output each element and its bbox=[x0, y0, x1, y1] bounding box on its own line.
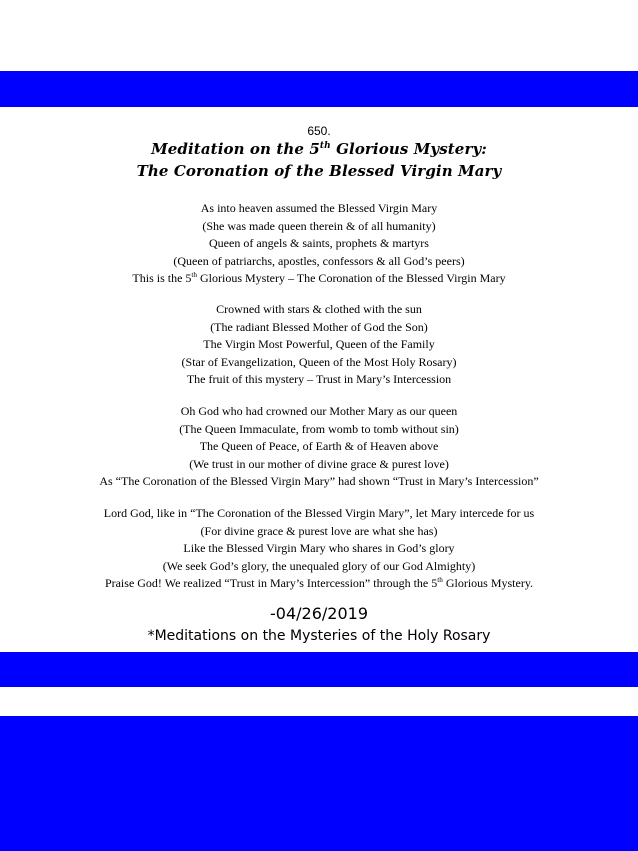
page-number: 650. bbox=[307, 124, 331, 138]
stanza-1 bbox=[0, 200, 638, 288]
title-line-1-superscript: th bbox=[319, 141, 331, 151]
stanza-3-line-1: Oh God who had crowned our Mother Mary as our queen bbox=[180, 404, 458, 418]
stanza-1-line-5 bbox=[0, 270, 638, 288]
stanza-4-line-2: (For divine grace & purest love are what she has) bbox=[200, 523, 438, 538]
stanza-4-line-3: Like the Blessed Virgin Mary who shares in God’s glory bbox=[183, 541, 455, 556]
date-line: -04/26/2019 bbox=[270, 604, 368, 623]
stanza-2-line-2: (The radiant Blessed Mother of God the Son) bbox=[210, 319, 428, 334]
title-line-1-suffix: Glorious Mystery: bbox=[330, 140, 487, 158]
stanza-1-line-3: Queen of angels & saints, prophets & martyrs bbox=[209, 236, 429, 251]
stanza-4 bbox=[0, 505, 638, 593]
stanza-3-line-2: (The Queen Immaculate, from womb to tomb without sin) bbox=[179, 421, 459, 436]
title-line-1-prefix: Meditation on the 5 bbox=[151, 140, 320, 158]
stanza-1-line-2: (She was made queen therein & of all humanity) bbox=[202, 218, 436, 233]
stanza-1-line-5-suffix: Glorious Mystery – The Coronation of the Blessed Virgin Mary bbox=[197, 271, 506, 286]
collection-footnote: *Meditations on the Mysteries of the Holy Rosary bbox=[147, 628, 491, 644]
title-line-1 bbox=[0, 140, 638, 158]
stanza-1-line-4: (Queen of patriarchs, apostles, confessors & all God’s peers) bbox=[173, 253, 465, 268]
stanza-3-line-4: (We trust in our mother of divine grace & purest love) bbox=[189, 456, 449, 471]
stanza-1-line-5-prefix: This is the 5 bbox=[132, 271, 192, 286]
stanza-4-line-1: Lord God, like in “The Coronation of the Blessed Virgin Mary”, let Mary intercede for us bbox=[103, 506, 535, 520]
stanza-4-line-5 bbox=[0, 575, 638, 593]
stanza-2-line-5: The fruit of this mystery – Trust in Mary’s Intercession bbox=[186, 372, 452, 387]
title-line-2: The Coronation of the Blessed Virgin Mary bbox=[136, 162, 502, 180]
stanza-3-line-3: The Queen of Peace, of Earth & of Heaven above bbox=[199, 439, 439, 454]
stanza-2 bbox=[0, 301, 638, 389]
stanza-3 bbox=[0, 403, 638, 491]
stanza-3-line-5: As “The Coronation of the Blessed Virgin Mary” had shown “Trust in Mary’s Intercession” bbox=[99, 474, 539, 489]
stanza-2-line-3: The Virgin Most Powerful, Queen of the Family bbox=[203, 337, 435, 352]
stanza-1-line-5-superscript: th bbox=[191, 271, 197, 280]
stanza-4-line-5-suffix: Glorious Mystery. bbox=[442, 576, 534, 591]
stanza-4-line-5-prefix: Praise God! We realized “Trust in Mary’s Intercession” through the 5 bbox=[104, 576, 438, 591]
stanza-2-line-4: (Star of Evangelization, Queen of the Most Holy Rosary) bbox=[181, 354, 457, 369]
stanza-2-line-1: Crowned with stars & clothed with the sun bbox=[216, 302, 422, 316]
stanza-1-line-1: As into heaven assumed the Blessed Virgin Mary bbox=[200, 201, 438, 215]
stanza-4-line-4: (We seek God’s glory, the unequaled glory of our God Almighty) bbox=[162, 558, 476, 573]
stanza-4-line-5-superscript: th bbox=[437, 576, 443, 585]
